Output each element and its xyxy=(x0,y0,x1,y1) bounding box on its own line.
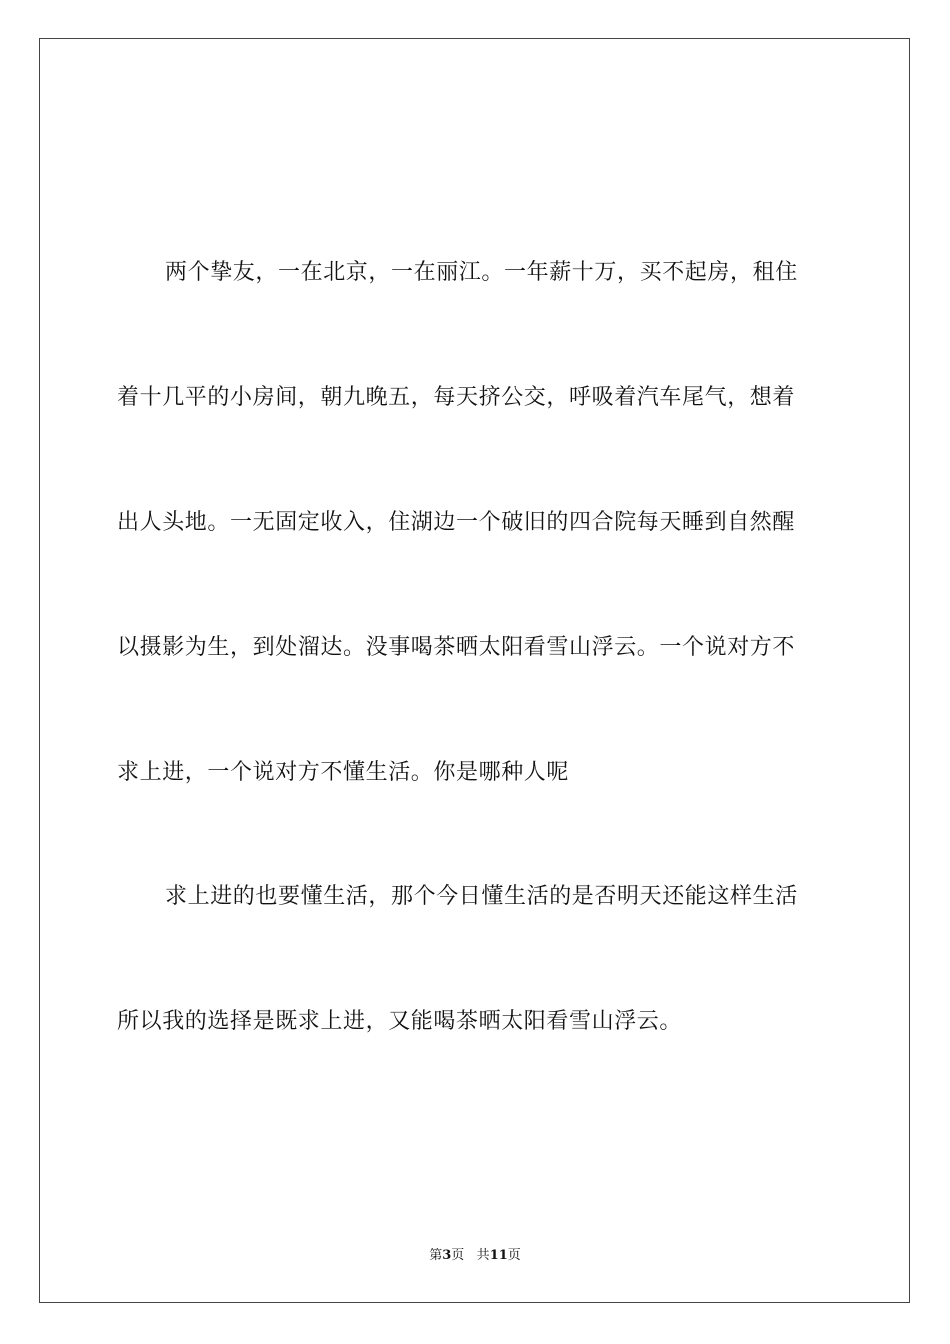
total-pages: 11 xyxy=(489,1248,508,1263)
page-current: 3 xyxy=(442,1248,452,1263)
paragraph-1-line-3: 出人头地。一无固定收入，住湖边一个破旧的四合院每天睡到自然醒 xyxy=(117,510,796,535)
page-footer xyxy=(0,1247,950,1265)
page-border xyxy=(39,38,910,1303)
total-prefix: 共 xyxy=(476,1248,490,1263)
paragraph-1-line-5: 求上进，一个说对方不懂生活。你是哪种人呢 xyxy=(117,760,570,785)
paragraph-1-line-1: 两个挚友，一在北京，一在丽江。一年薪十万，买不起房，租住 xyxy=(165,260,798,285)
total-suffix: 页 xyxy=(507,1248,521,1263)
page-prefix: 第 xyxy=(429,1248,443,1263)
paragraph-1-line-2: 着十几平的小房间，朝九晚五，每天挤公交，呼吸着汽车尾气，想着 xyxy=(117,385,796,410)
page-suffix: 页 xyxy=(451,1248,465,1263)
paragraph-1-line-4: 以摄影为生，到处溜达。没事喝茶晒太阳看雪山浮云。一个说对方不 xyxy=(117,635,796,660)
paragraph-2-line-1: 求上进的也要懂生活，那个今日懂生活的是否明天还能这样生活 xyxy=(165,884,798,909)
paragraph-2-line-2: 所以我的选择是既求上进，又能喝茶晒太阳看雪山浮云。 xyxy=(117,1009,683,1034)
